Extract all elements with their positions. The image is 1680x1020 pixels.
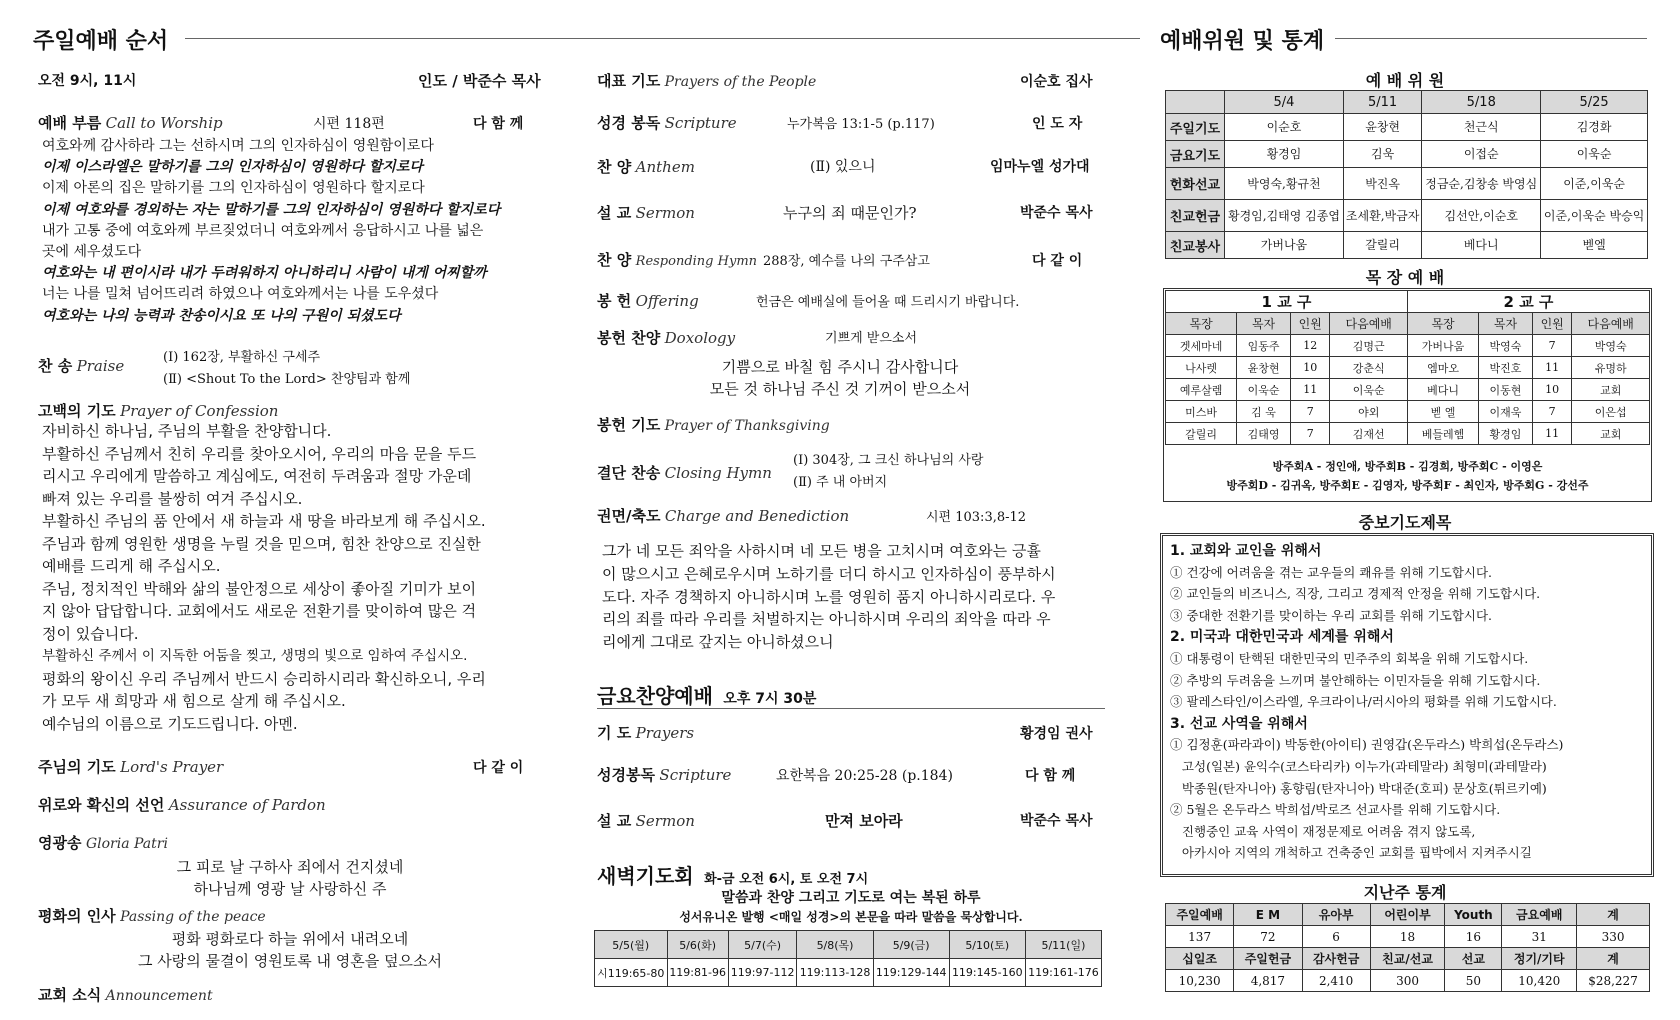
call-to-worship-ref: 시편 118편 xyxy=(313,116,385,132)
confession-line: 자비하신 하나님, 주님의 부활을 찬양합니다. xyxy=(42,422,332,440)
cell-group-value: 갈릴리 xyxy=(1166,423,1237,445)
cell-group-col: 다음예배 xyxy=(1330,313,1407,335)
cell-group-value: 박진호 xyxy=(1479,357,1533,379)
stats-value: $28,227 xyxy=(1577,970,1650,992)
responsive-line: 너는 나를 밀쳐 넘어뜨리려 하였으나 여호와께서는 나를 도우셨다 xyxy=(42,286,439,303)
order-of-worship-title: 주일예배 순서 xyxy=(33,29,169,54)
friday-scripture-heading: 성경봉독 Scripture xyxy=(597,766,732,784)
intercession-title: 중보기도제목 xyxy=(1358,513,1452,532)
stats-header: 정기/기타 xyxy=(1502,948,1577,970)
assurance-heading: 위로와 확신의 선언 Assurance of Pardon xyxy=(38,796,326,814)
dawn-subtitle: 말씀과 찬양 그리고 기도로 여는 복된 하루 xyxy=(721,890,981,906)
gloria-line-1: 그 피로 날 구하사 죄에서 건지셨네 xyxy=(176,858,404,876)
benediction-line: 이 많으시고 은혜로우시며 노하기를 더디 하시고 인자하심이 풍부하시 xyxy=(602,564,1056,583)
committee-title: 예배위원 및 통계 xyxy=(1160,29,1325,54)
friday-sermon-heading: 설 교 Sermon xyxy=(597,812,695,830)
committee-member: 정금순,김창송 박영심 xyxy=(1422,168,1541,200)
friday-sermon-by: 박준수 목사 xyxy=(1020,813,1093,829)
stats-header: 십일조 xyxy=(1166,948,1234,970)
ark-group-line-2: 방주회D - 김귀옥, 방주회E - 김영자, 방주회F - 최인자, 방주회G - 강선주 xyxy=(1226,479,1589,492)
stats-value: 18 xyxy=(1370,926,1445,948)
prayer-item: ② 5월은 온두라스 박희섭/박로즈 선교사를 위해 기도합시다. xyxy=(1170,802,1501,818)
offering-heading: 봉 헌 Offering xyxy=(597,292,699,310)
lords-prayer-heading: 주님의 기도 Lord's Prayer xyxy=(38,758,224,776)
cell-group-value: 이은섭 xyxy=(1572,401,1650,423)
scripture-by: 인 도 자 xyxy=(1032,116,1083,132)
cell-group-value: 벧 엘 xyxy=(1407,401,1478,423)
reading-passage: 119:97-112 xyxy=(728,959,797,987)
reading-passage: 119:145-160 xyxy=(949,959,1025,987)
stats-value: 6 xyxy=(1302,926,1370,948)
stats-value: 50 xyxy=(1445,970,1502,992)
dawn-prayer-heading: 새벽기도회 화-금 오전 6시, 토 오전 7시 xyxy=(597,864,869,888)
gloria-line-2: 하나님께 영광 날 사랑하신 주 xyxy=(193,880,387,898)
scripture-ref: 누가복음 13:1-5 (p.117) xyxy=(787,117,935,132)
committee-role: 친교봉사 xyxy=(1166,232,1225,259)
cell-group-value: 겟세마네 xyxy=(1166,335,1237,357)
stats-header: 선교 xyxy=(1445,948,1502,970)
cell-group-value: 예루살렘 xyxy=(1166,379,1237,401)
responsive-line: 여호와께 감사하라 그는 선하시며 그의 인자하심이 영원함이로다 xyxy=(42,138,434,154)
cell-group-value: 10 xyxy=(1532,379,1572,401)
weekly-statistics-table xyxy=(1165,903,1650,992)
committee-role: 헌화선교 xyxy=(1166,168,1225,200)
cell-group-table xyxy=(1165,290,1650,445)
prayer-item: ② 추방의 두려움을 느끼며 불안해하는 이민자들을 위해 기도합시다. xyxy=(1170,672,1541,688)
responsive-line: 이제 아론의 집은 말하기를 그의 인자하심이 영원하다 할지로다 xyxy=(42,180,425,197)
friday-sermon-title: 만져 보아라 xyxy=(825,812,903,830)
sermon-title: 누구의 죄 때문인가? xyxy=(783,204,917,222)
closing-hymn-2: (Ⅱ) 주 내 아버지 xyxy=(793,475,888,490)
stats-header: 주일헌금 xyxy=(1234,948,1302,970)
responsive-line: 여호와는 내 편이시라 내가 두려워하지 아니하리니 사람이 내게 어찌할까 xyxy=(42,265,487,282)
cell-group-value: 11 xyxy=(1290,379,1330,401)
committee-member: 가버나움 xyxy=(1225,232,1344,259)
cell-group-value: 김재선 xyxy=(1330,423,1407,445)
cell-group-value: 나사렛 xyxy=(1166,357,1237,379)
committee-member: 벧엘 xyxy=(1541,232,1648,259)
committee-corner xyxy=(1166,91,1225,114)
confession-line: 평화의 왕이신 우리 주님께서 반드시 승리하시리라 확신하오니, 우리 xyxy=(42,669,486,688)
cell-group-value: 김 욱 xyxy=(1237,401,1291,423)
confession-line: 정이 있습니다. xyxy=(42,624,139,643)
anthem-heading: 찬 양 Anthem xyxy=(597,158,695,176)
cell-group-value: 황경임 xyxy=(1479,423,1533,445)
prayer-category: 3. 선교 사역을 위해서 xyxy=(1170,715,1308,732)
prayer-item: 고성(일본) 윤익수(코스타리카) 이누가(과테말라) 최형미(과테말라) xyxy=(1170,759,1547,774)
cell-group-value: 교회 xyxy=(1572,379,1650,401)
friday-prayer-by: 황경임 권사 xyxy=(1020,726,1093,742)
committee-date: 5/11 xyxy=(1343,91,1421,114)
sermon-heading: 설 교 Sermon xyxy=(597,204,695,222)
dawn-note: 성서유니온 발행 <매일 성경>의 본문을 따라 말씀을 묵상합니다. xyxy=(679,910,1023,924)
benediction-line: 리에게 그대로 갚지는 아니하셨으니 xyxy=(602,633,834,652)
committee-member: 이준,이욱순 박승익 xyxy=(1541,200,1648,232)
benediction-ref: 시편 103:3,8-12 xyxy=(926,510,1027,525)
stats-value: 10,230 xyxy=(1166,970,1234,992)
cell-group-value: 베다니 xyxy=(1407,379,1478,401)
stats-header: Youth xyxy=(1445,904,1502,926)
stats-value: 10,420 xyxy=(1502,970,1577,992)
thanksgiving-heading: 봉헌 기도 Prayer of Thanksgiving xyxy=(597,416,830,434)
committee-member: 김경화 xyxy=(1541,114,1648,141)
anthem-title: (Ⅱ) 있으니 xyxy=(810,159,876,175)
committee-member: 이순호 xyxy=(1225,114,1344,141)
confession-line: 지 않아 답답합니다. 교회에서도 새로운 전환기를 맞이하여 많은 걱 xyxy=(42,602,477,620)
closing-hymn-heading: 결단 찬송 Closing Hymn xyxy=(597,464,772,482)
cell-group-value: 7 xyxy=(1290,423,1330,445)
friday-scripture-by: 다 함 께 xyxy=(1025,768,1076,784)
prayers-of-people-by: 이순호 집사 xyxy=(1020,74,1093,90)
cell-group-value: 미스바 xyxy=(1166,401,1237,423)
stats-header: E M xyxy=(1234,904,1302,926)
service-leader: 인도 / 박준수 목사 xyxy=(418,72,541,90)
reading-passage: 119:129-144 xyxy=(873,959,949,987)
stats-value: 300 xyxy=(1370,970,1445,992)
confession-line: 부활하신 주님의 품 안에서 새 하늘과 새 땅을 바라보게 해 주십시오. xyxy=(42,512,486,530)
confession-line: 부활하신 주께서 이 지독한 어둠을 찢고, 생명의 빛으로 임하여 주십시오. xyxy=(42,648,468,664)
committee-role: 주일기도 xyxy=(1166,114,1225,141)
stats-header: 주일예배 xyxy=(1166,904,1234,926)
prayer-item: 진행중인 교육 사역이 재정문제로 어려움 겪지 않도록, xyxy=(1170,823,1476,839)
committee-member: 조세환,박금자 xyxy=(1343,200,1421,232)
responding-hymn-by: 다 같 이 xyxy=(1032,253,1083,269)
confession-line: 가 모두 새 희망과 새 힘으로 살게 해 주십시오. xyxy=(42,692,346,710)
cell-group-value: 이재욱 xyxy=(1479,401,1533,423)
parish-2-header: 2 교 구 xyxy=(1407,291,1649,313)
responsive-line: 이제 여호와를 경외하는 자는 말하기를 그의 인자하심이 영원하다 할지로다 xyxy=(42,201,501,218)
prayer-item: ③ 중대한 전환기를 맞이하는 우리 교회를 위해 기도합시다. xyxy=(1170,607,1493,623)
stats-value: 4,817 xyxy=(1234,970,1302,992)
responsive-line: 곳에 세우셨도다 xyxy=(42,244,142,260)
cell-group-value: 임동주 xyxy=(1237,335,1291,357)
stats-value: 330 xyxy=(1577,926,1650,948)
stats-header: 계 xyxy=(1577,904,1650,926)
cell-group-col: 목장 xyxy=(1166,313,1237,335)
doxology-heading: 봉헌 찬양 Doxology xyxy=(597,329,736,347)
reading-date: 5/8(목) xyxy=(797,931,873,959)
committee-role: 친교헌금 xyxy=(1166,200,1225,232)
cell-group-value: 가버나움 xyxy=(1407,335,1478,357)
confession-line: 예수님의 이름으로 기도드립니다. 아멘. xyxy=(42,714,298,733)
title-rule xyxy=(185,38,1140,39)
reading-passage: 119:113-128 xyxy=(797,959,873,987)
stats-header: 금요예배 xyxy=(1502,904,1577,926)
lords-prayer-by: 다 같 이 xyxy=(473,760,524,776)
reading-date: 5/5(월) xyxy=(595,931,668,959)
committee-member: 황경임 xyxy=(1225,141,1344,168)
cell-group-col: 다음예배 xyxy=(1572,313,1650,335)
stats-header: 유아부 xyxy=(1302,904,1370,926)
peace-heading: 평화의 인사 Passing of the peace xyxy=(38,907,266,925)
cell-group-value: 김명근 xyxy=(1330,335,1407,357)
friday-service-heading: 금요찬양예배 오후 7시 30분 xyxy=(597,684,817,708)
cell-group-col: 인원 xyxy=(1532,313,1572,335)
cell-group-title: 목 장 예 배 xyxy=(1365,268,1445,287)
peace-line-2: 그 사랑의 물결이 영원토록 내 영혼을 덮으소서 xyxy=(138,952,442,970)
committee-member: 김욱 xyxy=(1343,141,1421,168)
committee-member: 김선안,이순호 xyxy=(1422,200,1541,232)
anthem-by: 임마누엘 성가대 xyxy=(990,159,1090,175)
benediction-line: 도다. 자주 경책하지 아니하시며 노를 영원히 품지 아니하시리로다. 우 xyxy=(602,587,1056,606)
responsive-line: 내가 고통 중에 여호와께 부르짖었더니 여호와께서 응답하시고 나를 넓은 xyxy=(42,222,484,239)
stats-header: 어린이부 xyxy=(1370,904,1445,926)
benediction-heading: 권면/축도 Charge and Benediction xyxy=(597,507,850,525)
reading-date: 5/6(화) xyxy=(667,931,728,959)
committee-rule xyxy=(1335,38,1647,39)
cell-group-value: 이동현 xyxy=(1479,379,1533,401)
stats-value: 16 xyxy=(1445,926,1502,948)
parish-1-header: 1 교 구 xyxy=(1166,291,1408,313)
reading-date: 5/10(토) xyxy=(949,931,1025,959)
stats-header: 친교/선교 xyxy=(1370,948,1445,970)
responsive-line: 이제 이스라엘은 말하기를 그의 인자하심이 영원하다 할지로다 xyxy=(42,159,423,176)
cell-group-value: 7 xyxy=(1532,401,1572,423)
committee-date: 5/4 xyxy=(1225,91,1344,114)
stats-value: 72 xyxy=(1234,926,1302,948)
responding-hymn-title: 288장, 예수를 나의 구주삼고 xyxy=(763,254,930,269)
prayer-item: ① 김정훈(파라과이) 박동한(아이티) 권영갑(온두라스) 박희섭(온두라스) xyxy=(1170,737,1564,753)
stats-header: 감사헌금 xyxy=(1302,948,1370,970)
committee-date: 5/25 xyxy=(1541,91,1648,114)
cell-group-value: 교회 xyxy=(1572,423,1650,445)
prayer-item: ③ 팔레스타인/이스라엘, 우크라이나/러시아의 평화를 위해 기도합시다. xyxy=(1170,694,1557,710)
committee-member: 박진옥 xyxy=(1343,168,1421,200)
confession-line: 부활하신 주님께서 친히 우리를 찾아오시어, 우리의 마음 문을 두드 xyxy=(42,444,477,463)
cell-group-value: 베들레헴 xyxy=(1407,423,1478,445)
prayer-item: ① 대통령이 탄핵된 대한민국의 민주주의 회복을 위해 기도합시다. xyxy=(1170,651,1529,666)
offering-note: 헌금은 예배실에 들어올 때 드리시기 바랍니다. xyxy=(756,295,1020,310)
stats-header: 계 xyxy=(1577,948,1650,970)
doxology-line-2: 모든 것 하나님 주신 것 기꺼이 받으소서 xyxy=(709,380,971,398)
friday-scripture-ref: 요한복음 20:25-28 (p.184) xyxy=(776,768,953,784)
praise-heading: 찬 송 Praise xyxy=(38,357,125,375)
closing-hymn-1: (Ⅰ) 304장, 그 크신 하나님의 사랑 xyxy=(793,453,984,468)
cell-group-value: 이욱순 xyxy=(1330,379,1407,401)
praise-hymn-2: (Ⅱ) <Shout To the Lord> 찬양팀과 함께 xyxy=(163,372,411,387)
stats-value: 31 xyxy=(1502,926,1577,948)
committee-date: 5/18 xyxy=(1422,91,1541,114)
cell-group-value: 강춘식 xyxy=(1330,357,1407,379)
sermon-by: 박준수 목사 xyxy=(1020,205,1093,221)
confession-line: 주님과 함께 영원한 생명을 누릴 것을 믿으며, 힘찬 찬양으로 진실한 xyxy=(42,534,481,553)
reading-passage: 119:161-176 xyxy=(1025,959,1101,987)
announcement-heading: 교회 소식 Announcement xyxy=(38,986,213,1004)
stats-value: 137 xyxy=(1166,926,1234,948)
confession-line: 빠져 있는 우리를 불쌍히 여겨 주십시오. xyxy=(42,489,303,508)
confession-line: 주님, 정치적인 박해와 삶의 불안정으로 세상이 좋아질 기미가 보이 xyxy=(42,579,477,598)
cell-group-value: 윤창현 xyxy=(1237,357,1291,379)
committee-member: 천근식 xyxy=(1422,114,1541,141)
prayer-category: 2. 미국과 대한민국과 세계를 위해서 xyxy=(1170,629,1394,646)
responding-hymn-heading: 찬 양 Responding Hymn xyxy=(597,251,758,269)
committee-member: 박영숙,황규천 xyxy=(1225,168,1344,200)
prayer-item: 아카시아 지역의 개척하고 건축중인 교회를 핍박에서 지켜주시길 xyxy=(1170,845,1532,861)
committee-member: 황경임,김태영 김종엽 xyxy=(1225,200,1344,232)
reading-passage: 시119:65-80 xyxy=(595,959,668,987)
responsive-line: 여호와는 나의 능력과 찬송이시요 또 나의 구원이 되셨도다 xyxy=(42,307,401,324)
cell-group-value: 7 xyxy=(1532,335,1572,357)
confession-line: 예배를 드리게 해 주십시오. xyxy=(42,557,221,575)
doxology-title: 기쁘게 받으소서 xyxy=(825,331,918,346)
reading-passage: 119:81-96 xyxy=(667,959,728,987)
stats-title: 지난주 통계 xyxy=(1363,883,1447,902)
cell-group-value: 박영숙 xyxy=(1479,335,1533,357)
stats-value: 2,410 xyxy=(1302,970,1370,992)
praise-hymn-1: (Ⅰ) 162장, 부활하신 구세주 xyxy=(163,350,321,365)
gloria-heading: 영광송 Gloria Patri xyxy=(38,834,168,852)
cell-group-value: 엠마오 xyxy=(1407,357,1478,379)
call-to-worship-by: 다 함 께 xyxy=(473,116,524,132)
committee-role: 금요기도 xyxy=(1166,141,1225,168)
cell-group-value: 야외 xyxy=(1330,401,1407,423)
committee-member: 이준,이욱순 xyxy=(1541,168,1648,200)
friday-prayer-heading: 기 도 Prayers xyxy=(597,724,695,742)
committee-member: 갈릴리 xyxy=(1343,232,1421,259)
confession-line: 리시고 우리에게 말씀하고 계심에도, 여전히 두려움과 절망 가운데 xyxy=(42,467,472,485)
prayer-item: 박종원(탄자니아) 홍향림(탄자니아) 박대준(호피) 문상호(튀르키예) xyxy=(1170,780,1547,796)
cell-group-col: 목자 xyxy=(1479,313,1533,335)
cell-group-col: 인원 xyxy=(1290,313,1330,335)
cell-group-col: 목장 xyxy=(1407,313,1478,335)
prayer-category: 1. 교회와 교인을 위해서 xyxy=(1170,543,1322,559)
cell-group-value: 11 xyxy=(1532,357,1572,379)
worship-committee-title: 예 배 위 원 xyxy=(1365,71,1445,90)
ark-group-line-1: 방주회A - 정인애, 방주회B - 김경희, 방주회C - 이영은 xyxy=(1272,460,1543,473)
prayer-item: ② 교인들의 비즈니스, 직장, 그리고 경제적 안정을 위해 기도합시다. xyxy=(1170,586,1541,602)
doxology-line-1: 기쁨으로 바칠 힘 주시니 감사합니다 xyxy=(721,358,959,376)
call-to-worship-heading: 예배 부름 Call to Worship xyxy=(38,114,223,132)
prayers-of-people-heading: 대표 기도 Prayers of the People xyxy=(597,72,817,90)
cell-group-value: 김태영 xyxy=(1237,423,1291,445)
reading-date: 5/9(금) xyxy=(873,931,949,959)
reading-date: 5/7(수) xyxy=(728,931,797,959)
service-time: 오전 9시, 11시 xyxy=(38,73,137,89)
benediction-line: 리의 죄를 따라 우리를 처벌하지는 아니하시며 우리의 죄악을 따라 우 xyxy=(602,610,1051,629)
prayer-item: ① 건강에 어려움을 겪는 교우들의 쾌유를 위해 기도합시다. xyxy=(1170,564,1493,580)
cell-group-value: 11 xyxy=(1532,423,1572,445)
cell-group-value: 유명하 xyxy=(1572,357,1650,379)
worship-committee-table xyxy=(1165,90,1648,259)
daily-bible-reading-table xyxy=(594,930,1102,987)
scripture-heading: 성경 봉독 Scripture xyxy=(597,114,737,132)
friday-rule xyxy=(597,708,1105,709)
committee-member: 윤창현 xyxy=(1343,114,1421,141)
cell-group-col: 목자 xyxy=(1237,313,1291,335)
benediction-line: 그가 네 모든 죄악을 사하시며 네 모든 병을 고치시며 여호와는 긍휼 xyxy=(602,542,1041,560)
reading-date: 5/11(일) xyxy=(1025,931,1101,959)
peace-line-1: 평화 평화로다 하늘 위에서 내려오네 xyxy=(171,930,409,948)
committee-member: 베다니 xyxy=(1422,232,1541,259)
cell-group-value: 박영숙 xyxy=(1572,335,1650,357)
committee-member: 이욱순 xyxy=(1541,141,1648,168)
cell-group-value: 12 xyxy=(1290,335,1330,357)
confession-heading: 고백의 기도 Prayer of Confession xyxy=(38,402,279,420)
cell-group-value: 이욱순 xyxy=(1237,379,1291,401)
committee-member: 이접순 xyxy=(1422,141,1541,168)
cell-group-value: 7 xyxy=(1290,401,1330,423)
cell-group-value: 10 xyxy=(1290,357,1330,379)
